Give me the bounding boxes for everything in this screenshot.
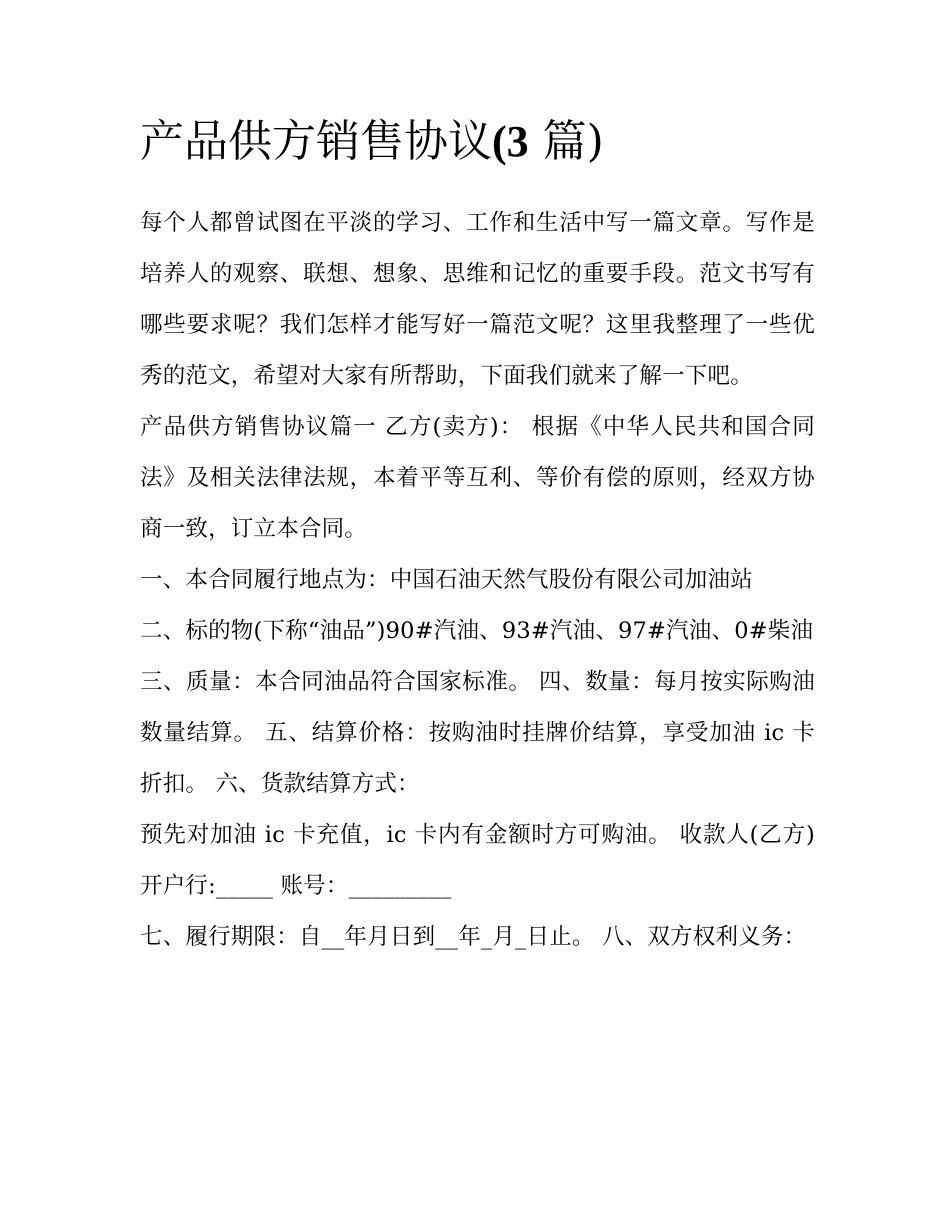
clause-location: 一、本合同履行地点为：中国石油天然气股份有限公司加油站: [140, 567, 753, 593]
document-body: [140, 198, 815, 963]
agreement-preamble: 产品供方销售协议篇一 乙方(卖方)： 根据《中华人民共和国合同法》及相关法律法规，本着平等互利、等价有偿的原则，经双方协商一致，订立本合同。: [140, 414, 815, 542]
clause-subject-matter: 二、标的物(下称“油品”)90#汽油、93#汽油、97#汽油、0#柴油: [140, 618, 814, 644]
title-text: 产品供方销售协议: [140, 116, 492, 167]
intro-paragraph: 每个人都曾试图在平淡的学习、工作和生活中写一篇文章。写作是培养人的观察、联想、想象、思维和记忆的重要手段。范文书写有哪些要求呢？我们怎样才能写好一篇范文呢？这里我整理了一些优秀的范文，希望对大家有所帮助，下面我们就来了解一下吧。: [140, 210, 815, 389]
document-title: [140, 112, 604, 172]
clause-payment-account: 预先对加油 ic 卡充值，ic 卡内有金额时方可购油。 收款人(乙方)开户行:_____ 账号：_________: [140, 822, 815, 899]
clause-term-rights: 七、履行期限：自__年月日到__年_月_日止。 八、双方权利义务：: [140, 924, 807, 950]
clause-quality-quantity-price: 三、质量：本合同油品符合国家标准。 四、数量：每月按实际购油数量结算。 五、结算价格：按购油时挂牌价结算，享受加油 ic 卡折扣。 六、货款结算方式：: [140, 669, 815, 797]
title-count: (3: [492, 117, 529, 166]
title-suffix: 篇): [528, 116, 604, 167]
